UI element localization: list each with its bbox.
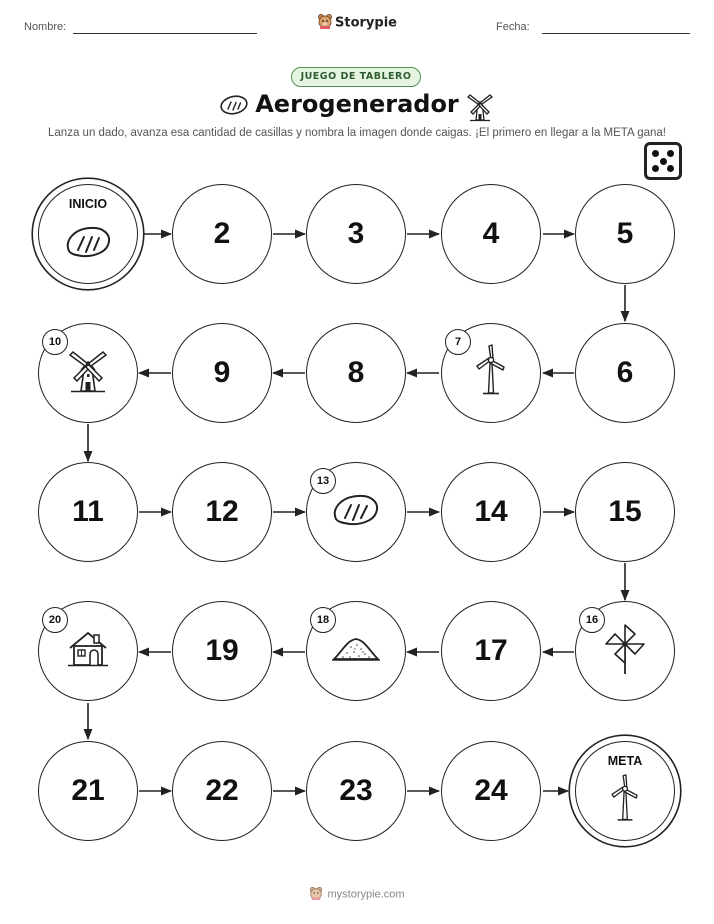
house-icon (66, 629, 110, 673)
board-cell-3: 3 (306, 184, 406, 284)
board-cell-14: 14 (441, 462, 541, 562)
goal-label: META (607, 754, 643, 768)
bear-icon (309, 886, 323, 903)
wind-turbine-icon (608, 773, 642, 829)
board-cell-6: 6 (575, 323, 675, 423)
board-cell-12: 12 (172, 462, 272, 562)
goal-cell (575, 741, 675, 841)
cell-number-tag: 16 (579, 607, 605, 633)
board-cell-9: 9 (172, 323, 272, 423)
start-cell (38, 184, 138, 284)
instructions-text: Lanza un dado, avanza esa cantidad de casillas y nombra la imagen donde caigas. ¡El primero en llegar a la META gana! (48, 127, 666, 139)
footer-url[interactable]: mystorypie.com (327, 888, 405, 901)
board-cell-23: 23 (306, 741, 406, 841)
board-cell-13 (306, 462, 406, 562)
brand-name: Storypie (335, 15, 397, 31)
board-cell-15: 15 (575, 462, 675, 562)
board-cell-21: 21 (38, 741, 138, 841)
cell-number-tag: 18 (310, 607, 336, 633)
board-cell-20 (38, 601, 138, 701)
board-cell-10 (38, 323, 138, 423)
board-cell-2: 2 (172, 184, 272, 284)
board-cell-16 (575, 601, 675, 701)
board-cell-5: 5 (575, 184, 675, 284)
start-label: INICIO (68, 197, 108, 211)
cell-number-tag: 13 (310, 468, 336, 494)
wind-turbine-icon (473, 343, 509, 403)
cell-number-tag: 7 (445, 329, 471, 355)
windmill-icon (66, 347, 110, 399)
flour-pile-icon (331, 635, 381, 667)
name-label: Nombre: (24, 21, 67, 33)
board-cell-17: 17 (441, 601, 541, 701)
cell-number-tag: 10 (42, 329, 68, 355)
board-cell-4: 4 (441, 184, 541, 284)
pinwheel-icon (603, 622, 647, 680)
board-cell-8: 8 (306, 323, 406, 423)
board-cell-11: 11 (38, 462, 138, 562)
board-cell-19: 19 (172, 601, 272, 701)
cell-number-tag: 20 (42, 607, 68, 633)
board-cell-22: 22 (172, 741, 272, 841)
date-label: Fecha: (496, 21, 530, 33)
bread-icon (331, 493, 381, 531)
footer (0, 886, 714, 903)
page-title: Aerogenerador (255, 90, 459, 118)
board-cell-7 (441, 323, 541, 423)
board-cell-18 (306, 601, 406, 701)
game-type-badge: JUEGO DE TABLERO (291, 67, 421, 87)
board-cell-24: 24 (441, 741, 541, 841)
bread-icon (64, 225, 112, 263)
